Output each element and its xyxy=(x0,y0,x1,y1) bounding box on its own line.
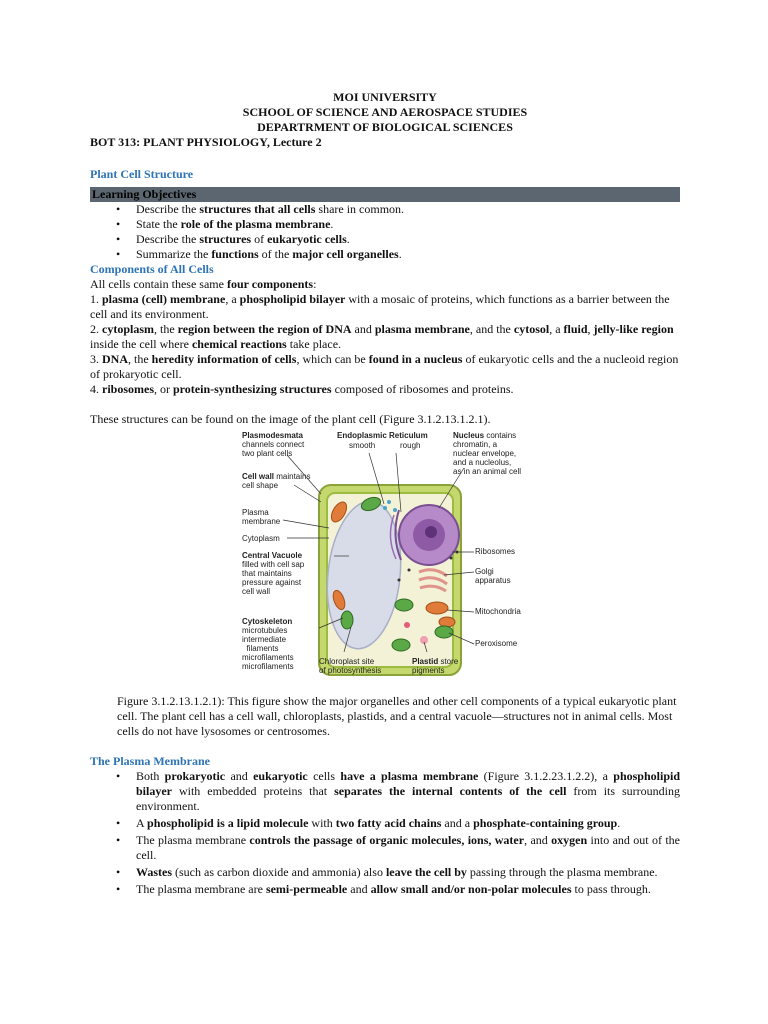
list-item: • The plasma membrane controls the passage of organic molecules, ions, water, and oxygen into and out of the cell. xyxy=(116,833,681,862)
list-item: • Describe the structures of eukaryotic cells. xyxy=(116,232,350,246)
label-cytoskeleton: Cytoskeleton microtubules intermediate filaments microfilaments microfilaments xyxy=(242,617,294,671)
figure-intro: These structures can be found on the image of the plant cell (Figure 3.1.2.13.1.2.1). xyxy=(90,412,491,426)
label-ribosomes: Ribosomes xyxy=(475,547,516,556)
label-cell-wall: Cell wall maintains cell shape xyxy=(242,472,311,490)
label-endoplasmic-reticulum: Endoplasmic Reticulum xyxy=(337,431,428,440)
component-4: 4. ribosomes, or protein-synthesizing structures composed of ribosomes and proteins. xyxy=(90,382,514,396)
component-1: 1. plasma (cell) membrane, a phospholipid bilayer with a mosaic of proteins, which functions as a barrier between the cell and its environment. xyxy=(90,292,670,321)
label-cytoplasm: Cytoplasm xyxy=(242,534,280,543)
objectives-list xyxy=(90,202,680,262)
label-peroxisome: Peroxisome xyxy=(475,639,518,648)
list-item: • Wastes (such as carbon dioxide and ammonia) also leave the cell by passing through the plasma membrane. xyxy=(116,865,658,879)
component-2: 2. cytoplasm, the region between the region of DNA and plasma membrane, and the cytosol, a fluid, jelly-like region inside the cell where chemical reactions take place. xyxy=(90,322,674,351)
components-intro: All cells contain these same four components: xyxy=(90,277,317,291)
label-er-smooth: smooth xyxy=(349,441,376,450)
label-er-rough: rough xyxy=(400,441,421,450)
label-mitochondria: Mitochondria xyxy=(475,607,521,616)
list-item: • State the role of the plasma membrane. xyxy=(116,217,334,231)
course-title: BOT 313: PLANT PHYSIOLOGY, Lecture 2 xyxy=(90,135,322,149)
plant-cell-figure xyxy=(239,430,529,685)
label-plasma-membrane: Plasma membrane xyxy=(242,508,281,526)
label-central-vacuole: Central Vacuole filled with cell sap that maintains pressure against cell wall xyxy=(242,551,305,596)
component-3: 3. DNA, the heredity information of cells, which can be found in a nucleus of eukaryotic cells and the a nucleoid region of prokaryotic cell. xyxy=(90,352,679,381)
list-item: • A phospholipid is a lipid molecule with two fatty acid chains and a phosphate-containing group. xyxy=(116,816,621,830)
objectives-bar: Learning Objectives xyxy=(90,187,680,202)
label-nucleus: Nucleus contains chromatin, a nuclear envelope, and a nucleolus, as in an animal cell xyxy=(453,431,522,476)
section-title: Plant Cell Structure xyxy=(90,167,194,181)
components-title: Components of All Cells xyxy=(90,262,214,276)
label-plastid: Plastid store pigments xyxy=(412,657,459,675)
header-line-3: DEPARTRMENT OF BIOLOGICAL SCIENCES xyxy=(257,120,513,134)
membrane-title: The Plasma Membrane xyxy=(90,754,210,768)
label-plasmodesmata: Plasmodesmata channels connect two plant cells xyxy=(242,431,305,458)
header-line-2: SCHOOL OF SCIENCE AND AEROSPACE STUDIES xyxy=(242,105,528,119)
list-item: • Summarize the functions of the major cell organelles. xyxy=(116,247,402,261)
list-item: • The plasma membrane are semi-permeable and allow small and/or non-polar molecules to pass through. xyxy=(116,882,651,896)
label-chloroplast: Chloroplast site of photosynthesis xyxy=(319,657,382,675)
membrane-list xyxy=(90,769,680,897)
figure-caption: Figure 3.1.2.13.1.2.1): This figure show the major organelles and other cell components of a typical eukaryotic plant cell. The plant cell has a cell wall, chloroplasts, plastids, and a central vacuole—structures not in animal cells. Most cells do not have lysosomes or centrosomes. xyxy=(117,694,677,738)
list-item: • Both prokaryotic and eukaryotic cells have a plasma membrane (Figure 3.1.2.23.1.2.2), a phospholipid bilayer with embedded proteins that separates the internal contents of the cell from its surrounding environment. xyxy=(116,769,680,813)
label-golgi: Golgi apparatus xyxy=(475,567,511,585)
list-item: • Describe the structures that all cells share in common. xyxy=(116,202,405,216)
header-line-1: MOI UNIVERSITY xyxy=(333,90,437,104)
